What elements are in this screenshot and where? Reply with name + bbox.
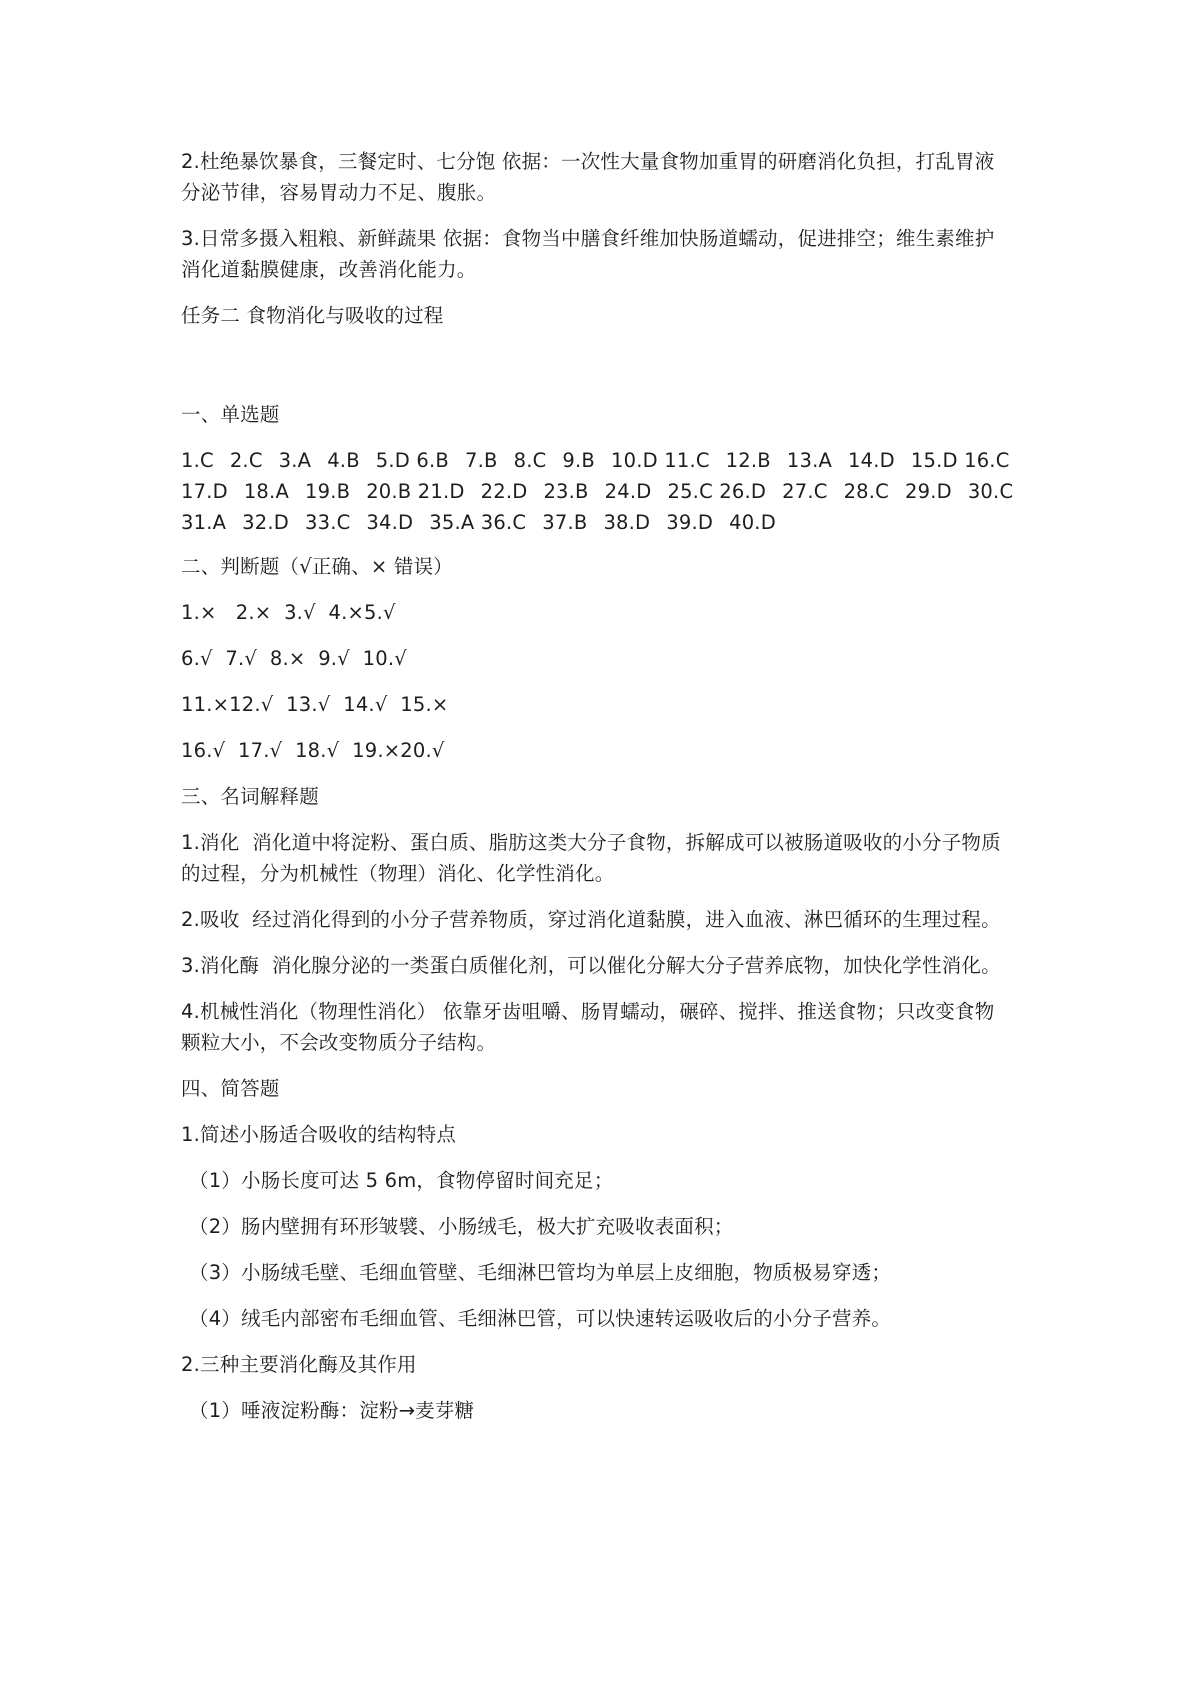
true-false-line-4: 16.√ 17.√ 18.√ 19.×20.√ (181, 739, 445, 762)
answer-item: 8.C (513, 449, 547, 472)
answer-item: 34.D (366, 511, 414, 534)
term-digestion: 1.消化 消化道中将淀粉、蛋白质、脂肪这类大分子食物，拆解成可以被肠道吸收的小分子物质的过程，分为机械性（物理）消化、化学性消化。 (181, 831, 1001, 885)
answer-item: 25.C 26.D (667, 480, 767, 503)
answer-row-3 (181, 507, 1011, 538)
answer-item: 35.A 36.C (429, 511, 527, 534)
term-digestive-enzyme: 3.消化酶 消化腺分泌的一类蛋白质催化剂，可以催化分解大分子营养底物，加快化学性消化。 (181, 954, 1001, 977)
paragraph-eating-habits: 2.杜绝暴饮暴食，三餐定时、七分饱 依据：一次性大量食物加重胃的研磨消化负担，打乱胃液分泌节律，容易胃动力不足、腹胀。 (181, 150, 995, 204)
section-heading-single-choice: 一、单选题 (181, 403, 280, 426)
answer-item: 3.A (278, 449, 312, 472)
answer-item: 27.C (782, 480, 828, 503)
answer-row-1 (181, 445, 1011, 476)
single-choice-answers (181, 445, 1014, 538)
answer-item: 31.A (181, 511, 227, 534)
question-1-item-3: （3）小肠绒毛壁、毛细血管壁、毛细淋巴管均为单层上皮细胞，物质极易穿透； (189, 1261, 892, 1284)
answer-item: 28.C (843, 480, 889, 503)
task-title: 任务二 食物消化与吸收的过程 (181, 304, 444, 327)
document-body (181, 146, 1014, 1441)
section-heading-true-false: 二、判断题（√正确、× 错误） (181, 555, 453, 578)
answer-item: 17.D (181, 480, 228, 503)
answer-item: 20.B 21.D (366, 480, 465, 503)
answer-item: 38.D (603, 511, 651, 534)
answer-item: 33.C (304, 511, 351, 534)
term-absorption: 2.吸收 经过消化得到的小分子营养物质，穿过消化道黏膜，进入血液、淋巴循环的生理过程。 (181, 908, 1001, 931)
answer-item: 14.D (848, 449, 895, 472)
answer-item: 32.D (242, 511, 289, 534)
answer-item: 9.B (562, 449, 596, 472)
answer-item: 5.D 6.B (375, 449, 449, 472)
question-2-title: 2.三种主要消化酶及其作用 (181, 1353, 417, 1376)
answer-item: 30.C (967, 480, 1014, 503)
answer-item: 7.B (465, 449, 498, 472)
term-mechanical-digestion: 4.机械性消化（物理性消化） 依靠牙齿咀嚼、肠胃蠕动，碾碎、搅拌、推送食物；只改变食物颗粒大小，不会改变物质分子结构。 (181, 1000, 995, 1054)
answer-item: 29.D (905, 480, 952, 503)
paragraph-fiber-intake: 3.日常多摄入粗粮、新鲜蔬果 依据：食物当中膳食纤维加快肠道蠕动，促进排空；维生素维护消化道黏膜健康，改善消化能力。 (181, 227, 995, 281)
question-1-item-4: （4）绒毛内部密布毛细血管、毛细淋巴管，可以快速转运吸收后的小分子营养。 (189, 1307, 892, 1330)
answer-item: 2.C (229, 449, 263, 472)
question-1-title: 1.简述小肠适合吸收的结构特点 (181, 1123, 457, 1146)
answer-item: 39.D (666, 511, 714, 534)
answer-item: 1.C (181, 449, 214, 472)
answer-item: 15.D 16.C (910, 449, 1010, 472)
question-1-item-2: （2）肠内壁拥有环形皱襞、小肠绒毛，极大扩充吸收表面积； (189, 1215, 734, 1238)
answer-item: 19.B (304, 480, 351, 503)
question-1-item-1: （1）小肠长度可达 5 6m，食物停留时间充足； (189, 1169, 614, 1192)
answer-row-2 (181, 476, 1014, 507)
true-false-line-2: 6.√ 7.√ 8.× 9.√ 10.√ (181, 647, 407, 670)
answer-item: 18.A (243, 480, 289, 503)
answer-item: 22.D (480, 480, 528, 503)
answer-item: 40.D (729, 511, 776, 534)
answer-item: 10.D 11.C (611, 449, 710, 472)
answer-item: 24.D (604, 480, 652, 503)
true-false-line-3: 11.×12.√ 13.√ 14.√ 15.× (181, 693, 449, 716)
answer-item: 4.B (327, 449, 360, 472)
question-2-item-1: （1）唾液淀粉酶：淀粉→麦芽糖 (189, 1399, 475, 1422)
section-heading-terms: 三、名词解释题 (181, 785, 319, 808)
answer-item: 37.B (542, 511, 588, 534)
answer-item: 23.B (543, 480, 589, 503)
true-false-line-1: 1.× 2.× 3.√ 4.×5.√ (181, 601, 396, 624)
answer-item: 12.B (725, 449, 771, 472)
section-heading-short-answer: 四、简答题 (181, 1077, 280, 1100)
answer-item: 13.A (786, 449, 833, 472)
